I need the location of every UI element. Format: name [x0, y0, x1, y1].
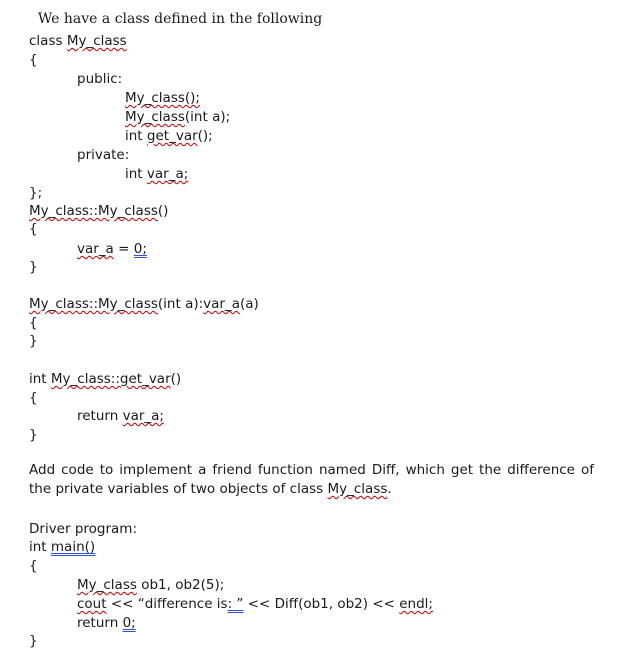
diff-call: << Diff(ob1, ob2) << — [243, 596, 400, 612]
driver-line-2 — [77, 595, 433, 613]
public-label: public: — [77, 71, 123, 87]
ctor-default-close: } — [29, 259, 38, 275]
main-type: int — [29, 539, 51, 555]
ctor-default-name: My_class::My_class — [29, 203, 158, 219]
member-decl — [125, 165, 188, 183]
getter-def-parens: () — [170, 371, 182, 387]
getter-type: int — [125, 128, 147, 144]
main-parens: () — [84, 539, 96, 555]
return-value: var_a; — [122, 408, 164, 424]
main-close: } — [29, 633, 38, 649]
task-text: Add code to implement a friend function named Diff, which get the difference of the private variables of two objects of class — [29, 462, 594, 497]
assign-value: 0; — [133, 241, 147, 257]
driver-line-1 — [77, 576, 224, 594]
class-keyword: class — [29, 33, 67, 49]
ctor-default-open: { — [29, 221, 38, 237]
cout-string: << “difference is — [106, 596, 228, 612]
header-partial — [29, 0, 322, 28]
ctor-default-signature — [29, 202, 168, 220]
getter-decl — [125, 127, 213, 145]
task-paragraph — [29, 461, 594, 499]
getter-def-close: } — [29, 427, 38, 443]
private-label: private: — [77, 147, 130, 163]
ctor2-decl — [125, 108, 230, 126]
getter-name: get_var — [146, 128, 198, 144]
getter-def-open: { — [29, 390, 38, 406]
getter-parens: (); — [197, 128, 213, 144]
driver-return-value: 0; — [122, 615, 136, 631]
ctor-param-open: { — [29, 315, 38, 331]
ctor-param-signature — [29, 295, 259, 313]
getter-def-name: My_class::get_var — [50, 371, 171, 387]
class-open-brace: { — [29, 52, 38, 68]
ctor-param-init: var_a — [203, 296, 240, 312]
assign-target: var_a — [77, 241, 114, 257]
ctor-default-parens: () — [157, 203, 169, 219]
ctor2-name: My_class — [125, 109, 185, 125]
main-open: { — [29, 558, 38, 574]
main-name: main — [50, 539, 85, 555]
main-signature — [29, 538, 95, 556]
class-line — [29, 32, 127, 50]
class-name: My_class — [66, 33, 127, 49]
ctor1-decl: My_class(); — [125, 90, 200, 106]
ctor-default-body — [77, 240, 147, 258]
endl-token: endl; — [399, 596, 433, 612]
task-period: . — [387, 481, 392, 497]
ctor-param-close: } — [29, 333, 38, 349]
driver-line-3 — [77, 614, 136, 632]
ctor-param-args: (int a): — [157, 296, 204, 312]
driver-return-keyword: return — [77, 615, 123, 631]
class-close-brace: }; — [29, 185, 43, 201]
getter-def-type: int — [29, 371, 51, 387]
cout-token: cout — [77, 596, 107, 612]
assign-op: = — [113, 241, 134, 257]
getter-def-body — [77, 407, 164, 425]
getter-def-signature — [29, 370, 181, 388]
driver-objects: ob1, ob2(5); — [136, 577, 225, 593]
member-name: var_a; — [146, 166, 189, 182]
header-text: We have a class defined in the following — [37, 11, 323, 27]
return-keyword: return — [77, 408, 123, 424]
cout-string-end: : ” — [227, 596, 244, 612]
ctor2-params: (int a); — [184, 109, 231, 125]
ctor-param-name: My_class::My_class — [29, 296, 158, 312]
driver-class-name: My_class — [77, 577, 137, 593]
member-type: int — [125, 166, 147, 182]
driver-title: Driver program: — [29, 521, 138, 537]
ctor-param-init-arg: (a) — [240, 296, 259, 312]
task-class-name: My_class — [327, 481, 388, 497]
